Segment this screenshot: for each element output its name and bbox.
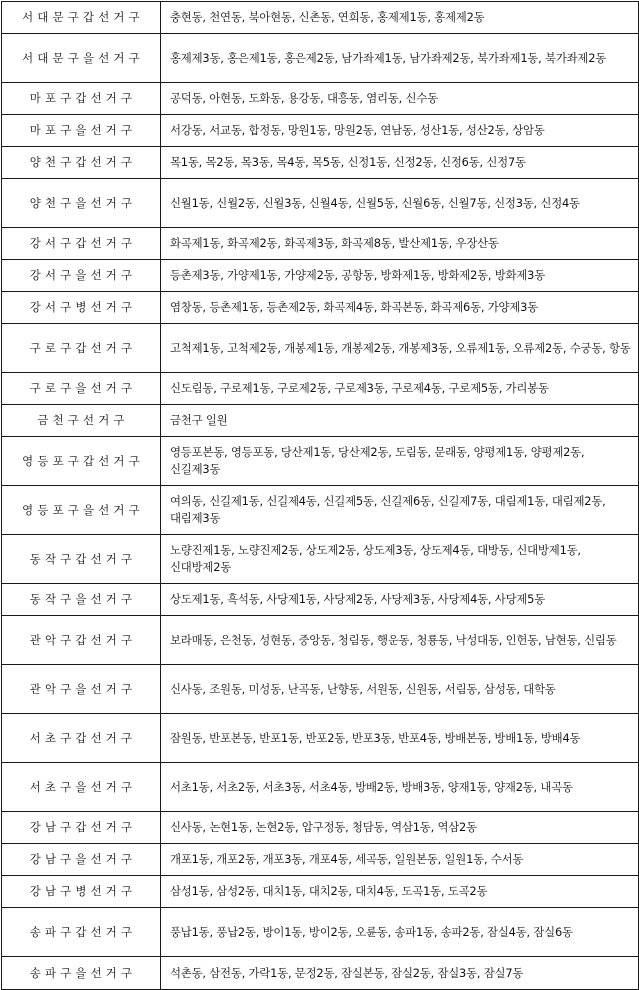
- district-name-cell: 송파구갑선거구: [2, 908, 161, 957]
- district-areas-cell: 공덕동, 아현동, 도화동, 용강동, 대흥동, 염리동, 신수동: [161, 83, 639, 115]
- district-name-cell: 영등포구을선거구: [2, 486, 161, 535]
- district-areas-cell: 여의동, 신길제1동, 신길제4동, 신길제5동, 신길제6동, 신길제7동, 대림제1동, 대림제2동, 대림제3동: [161, 486, 639, 535]
- district-areas-cell: 신사동, 조원동, 미성동, 난곡동, 난향동, 서원동, 신원동, 서림동, 삼성동, 대학동: [161, 665, 639, 714]
- table-row: [2, 115, 639, 147]
- table-row: [2, 763, 639, 812]
- district-areas-cell: 신월1동, 신월2동, 신월3동, 신월4동, 신월5동, 신월6동, 신월7동, 신정3동, 신정4동: [161, 179, 639, 228]
- table-row: [2, 324, 639, 373]
- district-name-cell: 강남구병선거구: [2, 876, 161, 908]
- table-row: [2, 228, 639, 260]
- district-areas-cell: 신사동, 논현1동, 논현2동, 압구정동, 청담동, 역삼1동, 역삼2동: [161, 812, 639, 844]
- district-name-cell: 강서구을선거구: [2, 260, 161, 292]
- district-name-cell: 송파구을선거구: [2, 957, 161, 990]
- district-name-cell: 양천구갑선거구: [2, 147, 161, 179]
- table-row: [2, 405, 639, 437]
- table-row: [2, 908, 639, 957]
- district-areas-cell: 삼성1동, 삼성2동, 대치1동, 대치2동, 대치4동, 도곡1동, 도곡2동: [161, 876, 639, 908]
- district-areas-cell: 충현동, 천연동, 북아현동, 신촌동, 연희동, 홍제제1동, 홍제제2동: [161, 2, 639, 34]
- district-areas-cell: 노량진제1동, 노량진제2동, 상도제2동, 상도제3동, 상도제4동, 대방동, 신대방제1동, 신대방제2동: [161, 535, 639, 584]
- table-row: [2, 584, 639, 616]
- district-table: [1, 1, 639, 990]
- table-row: [2, 260, 639, 292]
- district-name-cell: 금천구선거구: [2, 405, 161, 437]
- district-name-cell: 동작구갑선거구: [2, 535, 161, 584]
- table-row: [2, 83, 639, 115]
- district-areas-cell: 풍납1동, 풍납2동, 방이1동, 방이2동, 오륜동, 송파1동, 송파2동, 잠실4동, 잠실6동: [161, 908, 639, 957]
- district-areas-cell: 개포1동, 개포2동, 개포3동, 개포4동, 세곡동, 일원본동, 일원1동, 수서동: [161, 844, 639, 876]
- district-name-cell: 강남구을선거구: [2, 844, 161, 876]
- table-row: [2, 179, 639, 228]
- table-row: [2, 616, 639, 665]
- table-row: [2, 292, 639, 324]
- district-areas-cell: 염창동, 등촌제1동, 등촌제2동, 화곡제4동, 화곡본동, 화곡제6동, 가양제3동: [161, 292, 639, 324]
- district-areas-cell: 등촌제3동, 가양제1동, 가양제2동, 공항동, 방화제1동, 방화제2동, 방화제3동: [161, 260, 639, 292]
- district-name-cell: 관악구을선거구: [2, 665, 161, 714]
- table-row: [2, 812, 639, 844]
- district-name-cell: 양천구을선거구: [2, 179, 161, 228]
- district-name-cell: 구로구을선거구: [2, 373, 161, 405]
- table-row: [2, 844, 639, 876]
- table-row: [2, 147, 639, 179]
- district-areas-cell: 서초1동, 서초2동, 서초3동, 서초4동, 방배2동, 방배3동, 양재1동, 양재2동, 내곡동: [161, 763, 639, 812]
- district-name-cell: 서초구을선거구: [2, 763, 161, 812]
- district-name-cell: 관악구갑선거구: [2, 616, 161, 665]
- district-name-cell: 강서구병선거구: [2, 292, 161, 324]
- district-areas-cell: 잠원동, 반포본동, 반포1동, 반포2동, 반포3동, 반포4동, 방배본동, 방배1동, 방배4동: [161, 714, 639, 763]
- district-areas-cell: 화곡제1동, 화곡제2동, 화곡제3동, 화곡제8동, 발산제1동, 우장산동: [161, 228, 639, 260]
- table-row: [2, 535, 639, 584]
- table-row: [2, 957, 639, 990]
- district-areas-cell: 금천구 일원: [161, 405, 639, 437]
- table-row: [2, 437, 639, 486]
- district-areas-cell: 고척제1동, 고척제2동, 개봉제1동, 개봉제2동, 개봉제3동, 오류제1동, 오류제2동, 수궁동, 항동: [161, 324, 639, 373]
- district-areas-cell: 보라매동, 은천동, 성현동, 중앙동, 청림동, 행운동, 청룡동, 낙성대동, 인헌동, 남현동, 신림동: [161, 616, 639, 665]
- district-name-cell: 서대문구을선거구: [2, 34, 161, 83]
- district-table-body: [2, 2, 639, 990]
- district-name-cell: 마포구갑선거구: [2, 83, 161, 115]
- district-areas-cell: 목1동, 목2동, 목3동, 목4동, 목5동, 신정1동, 신정2동, 신정6동, 신정7동: [161, 147, 639, 179]
- table-row: [2, 486, 639, 535]
- district-areas-cell: 서강동, 서교동, 합정동, 망원1동, 망원2동, 연남동, 성산1동, 성산2동, 상암동: [161, 115, 639, 147]
- table-row: [2, 2, 639, 34]
- district-name-cell: 서대문구갑선거구: [2, 2, 161, 34]
- table-row: [2, 714, 639, 763]
- district-areas-cell: 홍제제3동, 홍은제1동, 홍은제2동, 남가좌제1동, 남가좌제2동, 북가좌제1동, 북가좌제2동: [161, 34, 639, 83]
- district-name-cell: 구로구갑선거구: [2, 324, 161, 373]
- table-row: [2, 665, 639, 714]
- district-name-cell: 강서구갑선거구: [2, 228, 161, 260]
- district-areas-cell: 상도제1동, 흑석동, 사당제1동, 사당제2동, 사당제3동, 사당제4동, 사당제5동: [161, 584, 639, 616]
- district-areas-cell: 영등포본동, 영등포동, 당산제1동, 당산제2동, 도림동, 문래동, 양평제1동, 양평제2동, 신길제3동: [161, 437, 639, 486]
- table-row: [2, 34, 639, 83]
- table-row: [2, 876, 639, 908]
- district-areas-cell: 석촌동, 삼전동, 가락1동, 문정2동, 잠실본동, 잠실2동, 잠실3동, 잠실7동: [161, 957, 639, 990]
- district-name-cell: 영등포구갑선거구: [2, 437, 161, 486]
- district-name-cell: 동작구을선거구: [2, 584, 161, 616]
- district-name-cell: 마포구을선거구: [2, 115, 161, 147]
- district-areas-cell: 신도림동, 구로제1동, 구로제2동, 구로제3동, 구로제4동, 구로제5동, 가리봉동: [161, 373, 639, 405]
- district-name-cell: 강남구갑선거구: [2, 812, 161, 844]
- table-row: [2, 373, 639, 405]
- district-name-cell: 서초구갑선거구: [2, 714, 161, 763]
